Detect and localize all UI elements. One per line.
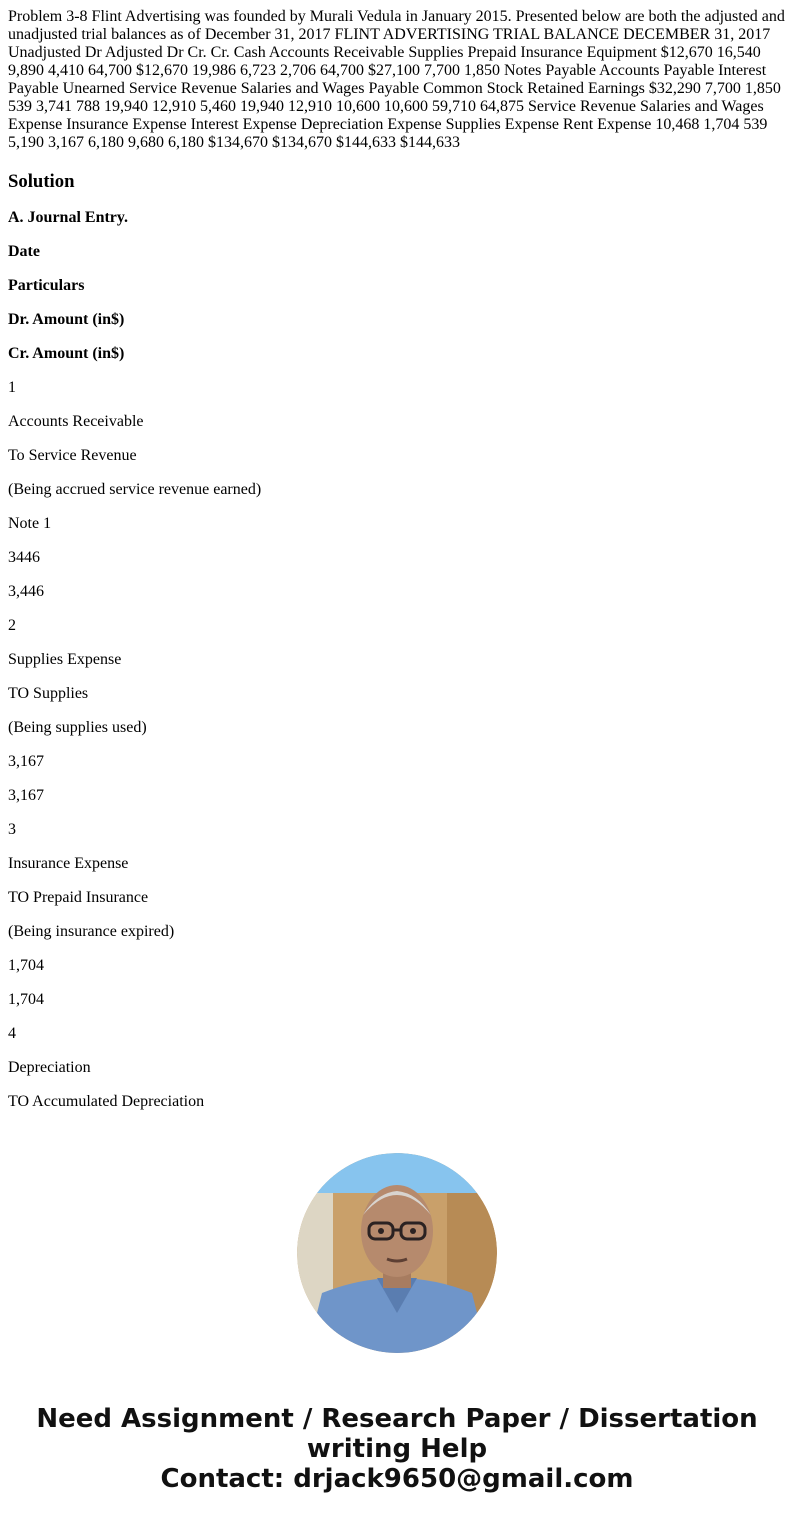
header-particulars: Particulars [8, 277, 85, 294]
entry-narration: (Being supplies used) [8, 719, 147, 736]
header-cr-amount: Cr. Amount (in$) [8, 345, 125, 362]
entry-line: Depreciation [8, 1059, 91, 1076]
entry-date: 3 [8, 821, 16, 838]
author-photo-block [0, 1153, 794, 1353]
promo-banner [0, 1404, 794, 1494]
entry-line: Insurance Expense [8, 855, 129, 872]
problem-statement: Problem 3-8 Flint Advertising was founded by Murali Vedula in January 2015. Presented below are both the adjusted and unadjusted trial balances as of December 31, 2017 FLINT ADVERTISING TRIAL BALANCE DECEMBER 31, 2017 Unadjusted Dr Adjusted Dr Cr. Cr. Cash Accounts Receivable Supplies Prepaid Insurance Equipment $12,670 16,540 9,890 4,410 64,700 $12,670 19,986 6,723 2,706 64,700 $27,100 7,700 1,850 Notes Payable Accounts Payable Interest Payable Unearned Service Revenue Salaries and Wages Payable Common Stock Retained Earnings $32,290 7,700 1,850 539 3,741 788 19,940 12,910 5,460 19,940 12,910 10,600 10,600 59,710 64,875 Service Revenue Salaries and Wages Expense Insurance Expense Interest Expense Depreciation Expense Supplies Expense Rent Expense 10,468 1,704 539 5,190 3,167 6,180 9,680 6,180 $134,670 $134,670 $144,633 $144,633 [8, 8, 785, 151]
entry-line: TO Supplies [8, 685, 89, 702]
promo-contact: Contact: drjack9650@gmail.com [160, 1464, 634, 1494]
entry-date: 2 [8, 617, 16, 634]
entry-note: Note 1 [8, 515, 52, 532]
promo-line: Need Assignment / Research Paper / Dissertation [36, 1404, 758, 1434]
entry-cr-amount: 3,167 [8, 787, 44, 804]
solution-heading: Solution [8, 171, 75, 192]
entry-line: Supplies Expense [8, 651, 122, 668]
entry-dr-amount: 3,167 [8, 753, 44, 770]
entry-line: Accounts Receivable [8, 413, 144, 430]
header-date: Date [8, 243, 40, 260]
entry-narration: (Being insurance expired) [8, 923, 175, 940]
entry-line: TO Accumulated Depreciation [8, 1093, 205, 1110]
entry-cr-amount: 3,446 [8, 583, 44, 600]
header-dr-amount: Dr. Amount (in$) [8, 311, 125, 328]
document-body [8, 8, 788, 1111]
entry-narration: (Being accrued service revenue earned) [8, 481, 262, 498]
entry-date: 1 [8, 379, 16, 396]
entry-line: TO Prepaid Insurance [8, 889, 149, 906]
entry-dr-amount: 3446 [8, 549, 40, 566]
author-photo [297, 1153, 497, 1353]
entry-dr-amount: 1,704 [8, 957, 44, 974]
entry-cr-amount: 1,704 [8, 991, 44, 1008]
entry-line: To Service Revenue [8, 447, 137, 464]
entry-date: 4 [8, 1025, 16, 1042]
section-heading: A. Journal Entry. [8, 209, 129, 226]
promo-line: writing Help [306, 1434, 488, 1464]
